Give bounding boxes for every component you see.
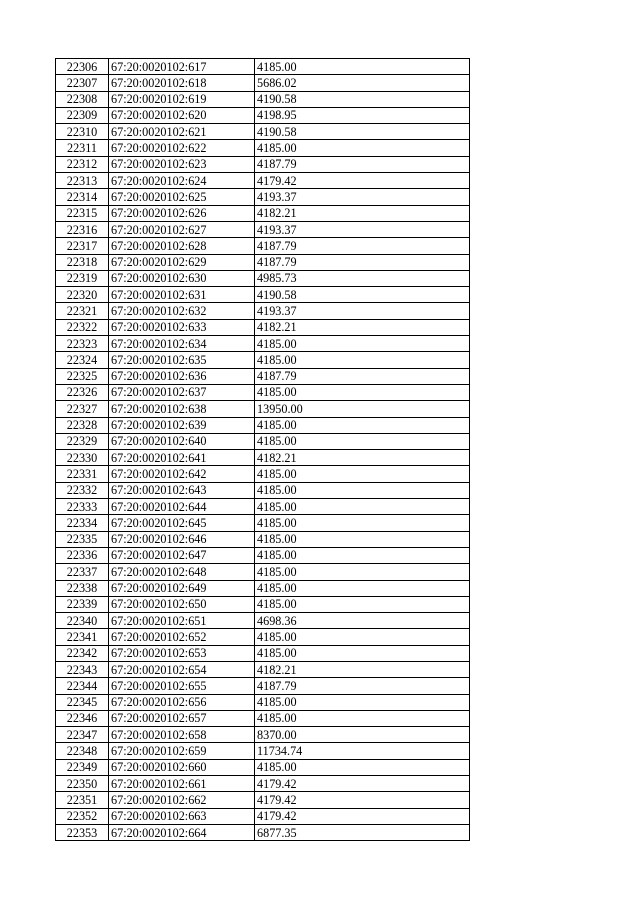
table-row — [56, 75, 470, 91]
value-cell: 4187.79 — [255, 156, 470, 172]
value-cell: 4187.79 — [255, 254, 470, 270]
row-number-cell: 22347 — [56, 727, 109, 743]
row-number-cell: 22344 — [56, 678, 109, 694]
row-number-cell: 22346 — [56, 710, 109, 726]
table-row — [56, 238, 470, 254]
cadastral-number-cell: 67:20:0020102:633 — [109, 319, 255, 335]
table-row — [56, 629, 470, 645]
table-row — [56, 466, 470, 482]
table-row — [56, 433, 470, 449]
cadastral-number-cell: 67:20:0020102:657 — [109, 710, 255, 726]
cadastral-number-cell: 67:20:0020102:643 — [109, 482, 255, 498]
cadastral-number-cell: 67:20:0020102:646 — [109, 531, 255, 547]
value-cell: 4698.36 — [255, 613, 470, 629]
value-cell: 4182.21 — [255, 205, 470, 221]
cadastral-number-cell: 67:20:0020102:618 — [109, 75, 255, 91]
row-number-cell: 22343 — [56, 661, 109, 677]
cadastral-number-cell: 67:20:0020102:634 — [109, 336, 255, 352]
cadastral-number-cell: 67:20:0020102:659 — [109, 743, 255, 759]
value-cell: 4193.37 — [255, 221, 470, 237]
row-number-cell: 22314 — [56, 189, 109, 205]
cadastral-number-cell: 67:20:0020102:663 — [109, 808, 255, 824]
cadastral-number-cell: 67:20:0020102:629 — [109, 254, 255, 270]
value-cell: 4187.79 — [255, 368, 470, 384]
table-row — [56, 776, 470, 792]
row-number-cell: 22307 — [56, 75, 109, 91]
table-row — [56, 59, 470, 75]
cadastral-number-cell: 67:20:0020102:650 — [109, 596, 255, 612]
value-cell: 4185.00 — [255, 629, 470, 645]
value-cell: 4185.00 — [255, 352, 470, 368]
value-cell: 4185.00 — [255, 547, 470, 563]
value-cell: 4179.42 — [255, 173, 470, 189]
cadastral-number-cell: 67:20:0020102:647 — [109, 547, 255, 563]
row-number-cell: 22323 — [56, 336, 109, 352]
table-row — [56, 270, 470, 286]
value-cell: 4182.21 — [255, 319, 470, 335]
cadastral-number-cell: 67:20:0020102:642 — [109, 466, 255, 482]
value-cell: 4185.00 — [255, 336, 470, 352]
row-number-cell: 22315 — [56, 205, 109, 221]
row-number-cell: 22317 — [56, 238, 109, 254]
row-number-cell: 22337 — [56, 564, 109, 580]
value-cell: 4187.79 — [255, 238, 470, 254]
value-cell: 4193.37 — [255, 189, 470, 205]
row-number-cell: 22336 — [56, 547, 109, 563]
value-cell: 4179.42 — [255, 776, 470, 792]
table-row — [56, 580, 470, 596]
table-row — [56, 710, 470, 726]
value-cell: 4185.00 — [255, 59, 470, 75]
cadastral-number-cell: 67:20:0020102:660 — [109, 759, 255, 775]
row-number-cell: 22318 — [56, 254, 109, 270]
value-cell: 4185.00 — [255, 482, 470, 498]
value-cell: 4185.00 — [255, 140, 470, 156]
cadastral-number-cell: 67:20:0020102:652 — [109, 629, 255, 645]
row-number-cell: 22340 — [56, 613, 109, 629]
value-cell: 4185.00 — [255, 759, 470, 775]
value-cell: 8370.00 — [255, 727, 470, 743]
table-row — [56, 727, 470, 743]
row-number-cell: 22321 — [56, 303, 109, 319]
row-number-cell: 22326 — [56, 384, 109, 400]
value-cell: 4185.00 — [255, 466, 470, 482]
row-number-cell: 22322 — [56, 319, 109, 335]
table-row — [56, 91, 470, 107]
table-row — [56, 401, 470, 417]
value-cell: 4182.21 — [255, 450, 470, 466]
row-number-cell: 22352 — [56, 808, 109, 824]
table-row — [56, 205, 470, 221]
table-row — [56, 221, 470, 237]
row-number-cell: 22331 — [56, 466, 109, 482]
row-number-cell: 22332 — [56, 482, 109, 498]
table-row — [56, 596, 470, 612]
table-row — [56, 808, 470, 824]
table-body — [56, 59, 470, 841]
table-row — [56, 645, 470, 661]
row-number-cell: 22311 — [56, 140, 109, 156]
cadastral-number-cell: 67:20:0020102:621 — [109, 124, 255, 140]
table-row — [56, 515, 470, 531]
value-cell: 4190.58 — [255, 287, 470, 303]
value-cell: 4179.42 — [255, 808, 470, 824]
table-row — [56, 661, 470, 677]
row-number-cell: 22328 — [56, 417, 109, 433]
cadastral-number-cell: 67:20:0020102:658 — [109, 727, 255, 743]
value-cell: 4185.00 — [255, 499, 470, 515]
table-row — [56, 678, 470, 694]
table-row — [56, 254, 470, 270]
value-cell: 4185.00 — [255, 433, 470, 449]
cadastral-number-cell: 67:20:0020102:623 — [109, 156, 255, 172]
cadastral-value-table — [55, 58, 470, 841]
value-cell: 4185.00 — [255, 531, 470, 547]
row-number-cell: 22348 — [56, 743, 109, 759]
row-number-cell: 22312 — [56, 156, 109, 172]
cadastral-number-cell: 67:20:0020102:630 — [109, 270, 255, 286]
cadastral-number-cell: 67:20:0020102:656 — [109, 694, 255, 710]
cadastral-number-cell: 67:20:0020102:617 — [109, 59, 255, 75]
row-number-cell: 22319 — [56, 270, 109, 286]
cadastral-number-cell: 67:20:0020102:635 — [109, 352, 255, 368]
table-row — [56, 189, 470, 205]
row-number-cell: 22341 — [56, 629, 109, 645]
table-row — [56, 759, 470, 775]
row-number-cell: 22330 — [56, 450, 109, 466]
cadastral-number-cell: 67:20:0020102:639 — [109, 417, 255, 433]
value-cell: 4179.42 — [255, 792, 470, 808]
table-row — [56, 417, 470, 433]
cadastral-number-cell: 67:20:0020102:636 — [109, 368, 255, 384]
cadastral-number-cell: 67:20:0020102:662 — [109, 792, 255, 808]
table-row — [56, 613, 470, 629]
table-row — [56, 824, 470, 840]
value-cell: 4985.73 — [255, 270, 470, 286]
cadastral-number-cell: 67:20:0020102:661 — [109, 776, 255, 792]
value-cell: 4185.00 — [255, 580, 470, 596]
value-cell: 4198.95 — [255, 107, 470, 123]
value-cell: 4185.00 — [255, 645, 470, 661]
cadastral-number-cell: 67:20:0020102:628 — [109, 238, 255, 254]
table-row — [56, 499, 470, 515]
value-cell: 4190.58 — [255, 91, 470, 107]
value-cell: 5686.02 — [255, 75, 470, 91]
row-number-cell: 22333 — [56, 499, 109, 515]
value-cell: 4185.00 — [255, 515, 470, 531]
cadastral-number-cell: 67:20:0020102:627 — [109, 221, 255, 237]
cadastral-number-cell: 67:20:0020102:632 — [109, 303, 255, 319]
table-row — [56, 352, 470, 368]
cadastral-number-cell: 67:20:0020102:645 — [109, 515, 255, 531]
cadastral-number-cell: 67:20:0020102:640 — [109, 433, 255, 449]
row-number-cell: 22338 — [56, 580, 109, 596]
row-number-cell: 22308 — [56, 91, 109, 107]
row-number-cell: 22342 — [56, 645, 109, 661]
row-number-cell: 22334 — [56, 515, 109, 531]
table-row — [56, 792, 470, 808]
row-number-cell: 22349 — [56, 759, 109, 775]
cadastral-number-cell: 67:20:0020102:641 — [109, 450, 255, 466]
cadastral-number-cell: 67:20:0020102:637 — [109, 384, 255, 400]
cadastral-number-cell: 67:20:0020102:625 — [109, 189, 255, 205]
value-cell: 4193.37 — [255, 303, 470, 319]
table-row — [56, 547, 470, 563]
table-row — [56, 287, 470, 303]
row-number-cell: 22345 — [56, 694, 109, 710]
row-number-cell: 22327 — [56, 401, 109, 417]
value-cell: 4182.21 — [255, 661, 470, 677]
cadastral-number-cell: 67:20:0020102:644 — [109, 499, 255, 515]
row-number-cell: 22324 — [56, 352, 109, 368]
value-cell: 4187.79 — [255, 678, 470, 694]
table-row — [56, 173, 470, 189]
row-number-cell: 22316 — [56, 221, 109, 237]
cadastral-number-cell: 67:20:0020102:626 — [109, 205, 255, 221]
cadastral-number-cell: 67:20:0020102:649 — [109, 580, 255, 596]
row-number-cell: 22310 — [56, 124, 109, 140]
value-cell: 4185.00 — [255, 694, 470, 710]
row-number-cell: 22313 — [56, 173, 109, 189]
cadastral-number-cell: 67:20:0020102:622 — [109, 140, 255, 156]
row-number-cell: 22335 — [56, 531, 109, 547]
row-number-cell: 22339 — [56, 596, 109, 612]
value-cell: 4190.58 — [255, 124, 470, 140]
table-row — [56, 694, 470, 710]
cadastral-number-cell: 67:20:0020102:664 — [109, 824, 255, 840]
table-row — [56, 384, 470, 400]
cadastral-number-cell: 67:20:0020102:653 — [109, 645, 255, 661]
cadastral-number-cell: 67:20:0020102:648 — [109, 564, 255, 580]
value-cell: 11734.74 — [255, 743, 470, 759]
cadastral-number-cell: 67:20:0020102:654 — [109, 661, 255, 677]
value-cell: 4185.00 — [255, 384, 470, 400]
table-row — [56, 336, 470, 352]
table-row — [56, 303, 470, 319]
table-row — [56, 564, 470, 580]
cadastral-number-cell: 67:20:0020102:655 — [109, 678, 255, 694]
table-row — [56, 450, 470, 466]
table-row — [56, 107, 470, 123]
table-row — [56, 319, 470, 335]
value-cell: 4185.00 — [255, 564, 470, 580]
table-row — [56, 124, 470, 140]
cadastral-number-cell: 67:20:0020102:624 — [109, 173, 255, 189]
cadastral-number-cell: 67:20:0020102:631 — [109, 287, 255, 303]
table-row — [56, 368, 470, 384]
value-cell: 13950.00 — [255, 401, 470, 417]
table-row — [56, 140, 470, 156]
table-row — [56, 743, 470, 759]
cadastral-number-cell: 67:20:0020102:620 — [109, 107, 255, 123]
row-number-cell: 22309 — [56, 107, 109, 123]
value-cell: 4185.00 — [255, 417, 470, 433]
table-row — [56, 482, 470, 498]
value-cell: 4185.00 — [255, 596, 470, 612]
row-number-cell: 22353 — [56, 824, 109, 840]
value-cell: 4185.00 — [255, 710, 470, 726]
cadastral-number-cell: 67:20:0020102:638 — [109, 401, 255, 417]
table-row — [56, 156, 470, 172]
row-number-cell: 22306 — [56, 59, 109, 75]
cadastral-number-cell: 67:20:0020102:619 — [109, 91, 255, 107]
value-cell: 6877.35 — [255, 824, 470, 840]
row-number-cell: 22329 — [56, 433, 109, 449]
cadastral-number-cell: 67:20:0020102:651 — [109, 613, 255, 629]
table-row — [56, 531, 470, 547]
row-number-cell: 22320 — [56, 287, 109, 303]
row-number-cell: 22325 — [56, 368, 109, 384]
row-number-cell: 22350 — [56, 776, 109, 792]
row-number-cell: 22351 — [56, 792, 109, 808]
